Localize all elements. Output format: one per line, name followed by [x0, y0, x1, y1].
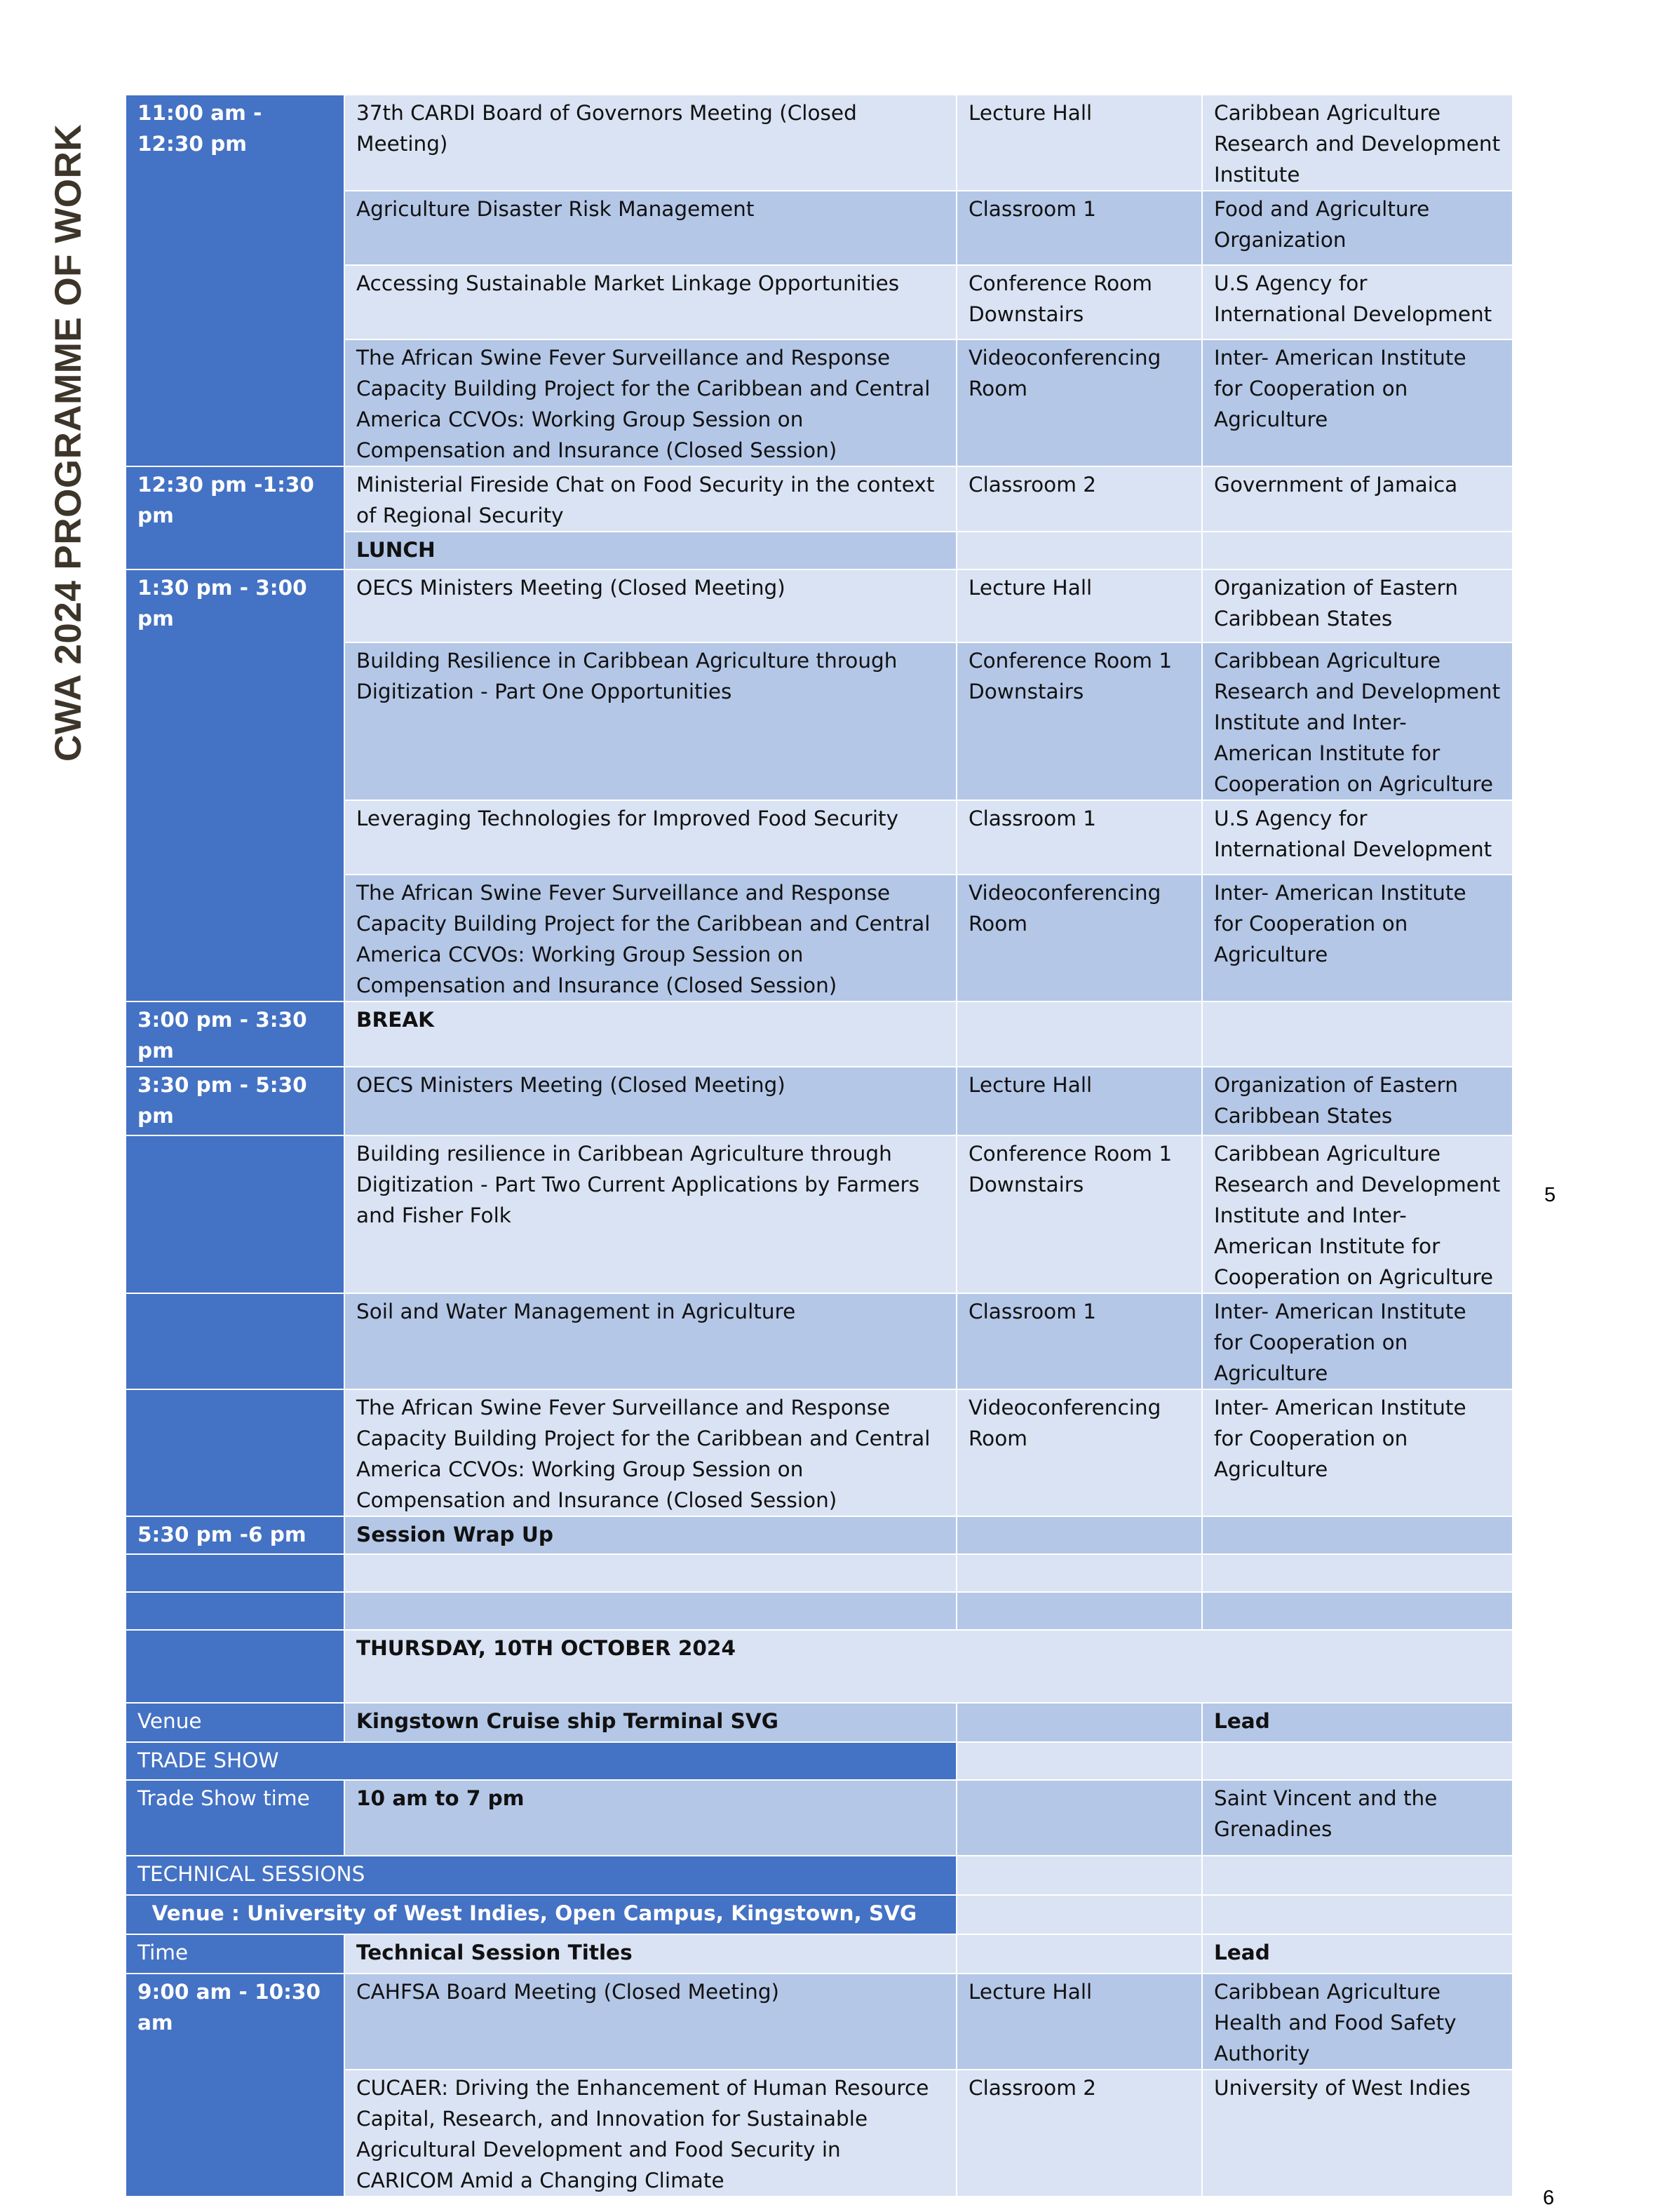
session-venue-cell: Conference Room Downstairs — [957, 265, 1202, 339]
empty-cell — [957, 1895, 1202, 1934]
table-row — [126, 1856, 1513, 1895]
session-title-cell: Agriculture Disaster Risk Management — [344, 191, 957, 265]
venue-value: Kingstown Cruise ship Terminal SVG — [344, 1703, 957, 1742]
table-row — [126, 1067, 1513, 1135]
trade-show-time-label: Trade Show time — [126, 1780, 344, 1856]
time-slot-cell: 3:30 pm - 5:30 pm — [126, 1067, 344, 1135]
session-lead-cell: Caribbean Agriculture Research and Development Institute and Inter- American Institute for Cooperation on Agriculture — [1202, 642, 1513, 800]
session-venue-cell: Videoconferencing Room — [957, 339, 1202, 466]
session-title-cell: 37th CARDI Board of Governors Meeting (Closed Meeting) — [344, 95, 957, 191]
session-venue-cell: Classroom 2 — [957, 2070, 1202, 2197]
session-title-cell: OECS Ministers Meeting (Closed Meeting) — [344, 569, 957, 642]
session-title-cell: Ministerial Fireside Chat on Food Security in the context of Regional Security — [344, 466, 957, 532]
time-slot-cell-empty — [126, 1389, 344, 1516]
empty-cell — [957, 1934, 1202, 1974]
trade-show-lead: Saint Vincent and the Grenadines — [1202, 1780, 1513, 1856]
table-header-row — [126, 1934, 1513, 1974]
time-header: Time — [126, 1934, 344, 1974]
session-title-cell: The African Swine Fever Surveillance and Response Capacity Building Project for the Caribbean and Central America CCVOs: Working Group Session on Compensation and Insurance (Closed Session) — [344, 1389, 957, 1516]
day-heading: THURSDAY, 10TH OCTOBER 2024 — [344, 1630, 1513, 1703]
trade-show-time-value: 10 am to 7 pm — [344, 1780, 957, 1856]
session-lead-cell: Organization of Eastern Caribbean States — [1202, 1067, 1513, 1135]
session-title-cell: Building Resilience in Caribbean Agriculture through Digitization - Part One Opportunities — [344, 642, 957, 800]
empty-cell — [957, 1856, 1202, 1895]
table-row-empty — [126, 1554, 1513, 1592]
empty-cell — [957, 1516, 1202, 1554]
session-lead-cell: Inter- American Institute for Cooperation on Agriculture — [1202, 875, 1513, 1002]
schedule-table — [125, 94, 1513, 2197]
time-slot-cell: 3:00 pm - 3:30 pm — [126, 1002, 344, 1067]
session-lead-cell: U.S Agency for International Development — [1202, 265, 1513, 339]
venue-label: Venue — [126, 1703, 344, 1742]
session-title-cell: OECS Ministers Meeting (Closed Meeting) — [344, 1067, 957, 1135]
session-venue-cell: Lecture Hall — [957, 1974, 1202, 2070]
table-row — [126, 1742, 1513, 1780]
session-title-cell: Building resilience in Caribbean Agriculture through Digitization - Part Two Current Applications by Farmers and Fisher Folk — [344, 1135, 957, 1293]
table-row — [126, 1293, 1513, 1389]
empty-cell — [957, 1742, 1202, 1780]
empty-cell — [957, 532, 1202, 569]
session-lead-cell: Inter- American Institute for Cooperation on Agriculture — [1202, 1293, 1513, 1389]
empty-cell — [1202, 1516, 1513, 1554]
time-slot-cell-empty — [126, 1293, 344, 1389]
session-title-cell: CAHFSA Board Meeting (Closed Meeting) — [344, 1974, 957, 2070]
session-venue-cell: Videoconferencing Room — [957, 1389, 1202, 1516]
session-lead-cell: University of West Indies — [1202, 2070, 1513, 2197]
break-label: BREAK — [344, 1002, 957, 1067]
session-venue-cell: Videoconferencing Room — [957, 875, 1202, 1002]
page-number-5: 5 — [1544, 1184, 1556, 1206]
empty-cell — [957, 1703, 1202, 1742]
technical-sessions-heading: TECHNICAL SESSIONS — [126, 1856, 957, 1895]
time-slot-cell-empty — [126, 1135, 344, 1293]
table-row — [126, 1135, 1513, 1293]
table-row — [126, 1389, 1513, 1516]
session-title-cell: Accessing Sustainable Market Linkage Opportunities — [344, 265, 957, 339]
time-slot-cell: 12:30 pm -1:30 pm — [126, 466, 344, 569]
table-row — [126, 1703, 1513, 1742]
table-row-empty — [126, 1592, 1513, 1630]
session-venue-cell: Lecture Hall — [957, 95, 1202, 191]
empty-cell — [957, 1002, 1202, 1067]
session-venue-cell: Classroom 1 — [957, 191, 1202, 265]
session-title-cell: The African Swine Fever Surveillance and Response Capacity Building Project for the Caribbean and Central America CCVOs: Working Group Session on Compensation and Insurance (Closed Session) — [344, 875, 957, 1002]
empty-cell — [1202, 532, 1513, 569]
titles-header: Technical Session Titles — [344, 1934, 957, 1974]
table-row — [126, 1780, 1513, 1856]
session-lead-cell: Food and Agriculture Organization — [1202, 191, 1513, 265]
session-lead-cell: Caribbean Agriculture Health and Food Safety Authority — [1202, 1974, 1513, 2070]
page-number-6: 6 — [1543, 2187, 1555, 2209]
table-row — [126, 95, 1513, 191]
session-lead-cell: U.S Agency for International Development — [1202, 800, 1513, 875]
session-venue-cell: Conference Room 1 Downstairs — [957, 642, 1202, 800]
table-row — [126, 466, 1513, 532]
lead-header: Lead — [1202, 1703, 1513, 1742]
session-lead-cell: Inter- American Institute for Cooperation on Agriculture — [1202, 339, 1513, 466]
empty-cell — [1202, 1856, 1513, 1895]
technical-venue: Venue : University of West Indies, Open Campus, Kingstown, SVG — [126, 1895, 957, 1934]
time-slot-cell: 1:30 pm - 3:00 pm — [126, 569, 344, 1002]
session-venue-cell: Lecture Hall — [957, 569, 1202, 642]
trade-show-heading: TRADE SHOW — [126, 1742, 957, 1780]
table-row — [126, 1974, 1513, 2070]
session-lead-cell: Caribbean Agriculture Research and Development Institute and Inter- American Institute for Cooperation on Agriculture — [1202, 1135, 1513, 1293]
time-slot-cell: 9:00 am - 10:30 am — [126, 1974, 344, 2197]
wrapup-label: Session Wrap Up — [344, 1516, 957, 1554]
empty-cell — [957, 1780, 1202, 1856]
session-lead-cell: Government of Jamaica — [1202, 466, 1513, 532]
session-venue-cell: Lecture Hall — [957, 1067, 1202, 1135]
table-row — [126, 569, 1513, 642]
session-title-cell: The African Swine Fever Surveillance and Response Capacity Building Project for the Caribbean and Central America CCVOs: Working Group Session on Compensation and Insurance (Closed Session) — [344, 339, 957, 466]
session-title-cell: CUCAER: Driving the Enhancement of Human Resource Capital, Research, and Innovation for Sustainable Agricultural Development and Food Security in CARICOM Amid a Changing Climate — [344, 2070, 957, 2197]
session-venue-cell: Classroom 1 — [957, 800, 1202, 875]
table-row — [126, 1630, 1513, 1703]
time-slot-cell: 11:00 am - 12:30 pm — [126, 95, 344, 466]
session-venue-cell: Classroom 2 — [957, 466, 1202, 532]
table-row — [126, 1895, 1513, 1934]
table-row — [126, 1002, 1513, 1067]
session-title-cell: Leveraging Technologies for Improved Food Security — [344, 800, 957, 875]
session-lead-cell: Caribbean Agriculture Research and Development Institute — [1202, 95, 1513, 191]
session-venue-cell: Conference Room 1 Downstairs — [957, 1135, 1202, 1293]
empty-cell — [1202, 1895, 1513, 1934]
session-lead-cell: Organization of Eastern Caribbean States — [1202, 569, 1513, 642]
lead-header: Lead — [1202, 1934, 1513, 1974]
empty-cell — [1202, 1002, 1513, 1067]
table-row — [126, 1516, 1513, 1554]
session-venue-cell: Classroom 1 — [957, 1293, 1202, 1389]
lunch-label: LUNCH — [344, 532, 957, 569]
time-slot-cell: 5:30 pm -6 pm — [126, 1516, 344, 1554]
session-title-cell: Soil and Water Management in Agriculture — [344, 1293, 957, 1389]
session-lead-cell: Inter- American Institute for Cooperation on Agriculture — [1202, 1389, 1513, 1516]
empty-cell — [1202, 1742, 1513, 1780]
programme-side-title: CWA 2024 PROGRAMME OF WORK — [48, 123, 89, 762]
